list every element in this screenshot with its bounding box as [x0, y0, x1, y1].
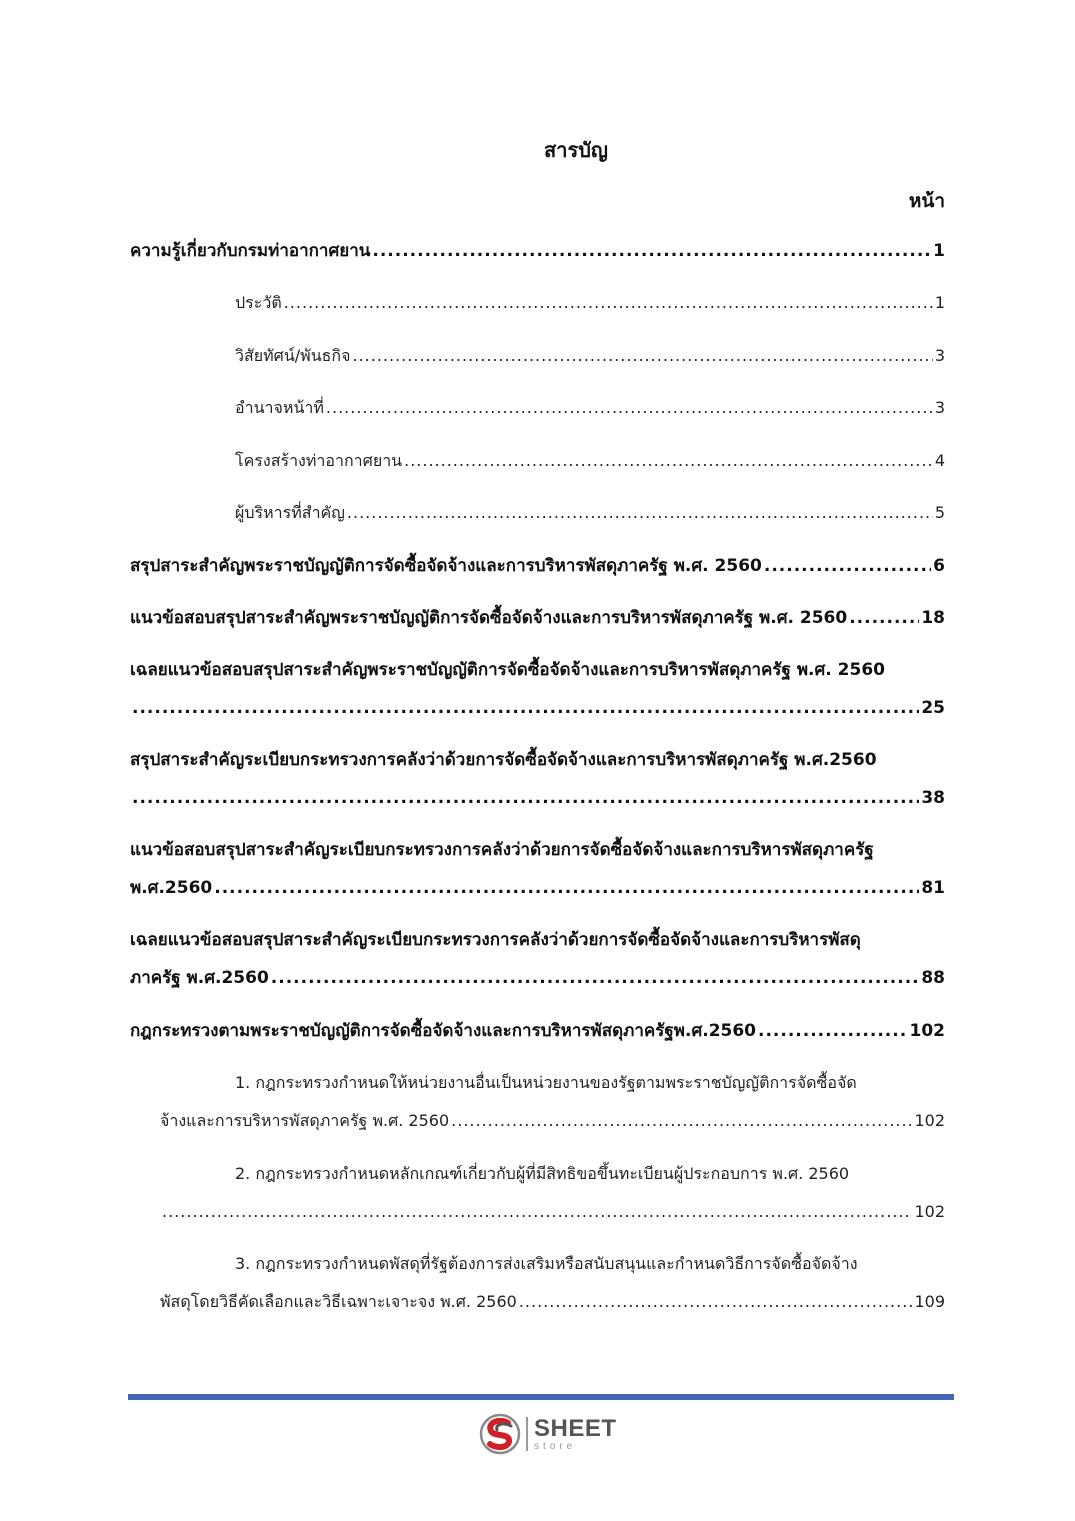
- toc-entry-text: 1. กฎกระทรวงกำหนดให้หน่วยงานอื่นเป็นหน่วยงานของรัฐตามพระราชบัญญัติการจัดซื้อจัด: [235, 1073, 857, 1092]
- toc-entry-page: 3: [934, 346, 945, 365]
- toc-leader: [519, 1287, 913, 1317]
- toc-entry-text: 2. กฎกระทรวงกำหนดหลักเกณฑ์เกี่ยวกับผู้ที่มีสิทธิขอขึ้นทะเบียนผู้ประกอบการ พ.ศ. 2560: [235, 1164, 850, 1183]
- toc-entry-text: ภาครัฐ พ.ศ.2560: [130, 968, 269, 988]
- page-title: สารบัญ: [544, 138, 608, 162]
- toc-entry-text: สรุปสาระสำคัญระเบียบกระทรวงการคลังว่าด้วยการจัดซื้อจัดจ้างและการบริหารพัสดุภาครัฐ พ.ศ.2560: [130, 750, 877, 770]
- toc-leader: [404, 446, 933, 476]
- toc-law-entry-continuation: [160, 1197, 945, 1227]
- toc-leader: [132, 693, 919, 723]
- toc-subentry: [235, 446, 945, 476]
- toc-entry-text: พัสดุโดยวิธีคัดเลือกและวิธีเฉพาะเจาะจง พ.ศ. 2560: [160, 1292, 517, 1311]
- page-column-label: หน้า: [908, 190, 945, 212]
- toc-entry-page: 102: [914, 1202, 945, 1221]
- sheet-store-logo-icon: [478, 1412, 522, 1456]
- toc-law-entry-continuation: [160, 1106, 945, 1136]
- toc-entry-page: 102: [909, 1021, 945, 1041]
- toc-subentry: [235, 498, 945, 528]
- toc-entry-page: 1: [933, 241, 945, 261]
- toc-leader: [326, 393, 933, 423]
- toc-law-entry-continuation: [160, 1287, 945, 1317]
- footer-logo: [478, 1412, 617, 1456]
- toc-entry-page: 3: [934, 398, 945, 417]
- toc-leader: [849, 603, 919, 633]
- toc-leader: [162, 1197, 912, 1227]
- toc-entry-text: สรุปสาระสำคัญพระราชบัญญัติการจัดซื้อจัดจ้างและการบริหารพัสดุภาครัฐ พ.ศ. 2560: [130, 556, 762, 576]
- toc-leader: [347, 498, 933, 528]
- toc-entry-text: กฎกระทรวงตามพระราชบัญญัติการจัดซื้อจัดจ้างและการบริหารพัสดุภาครัฐพ.ศ.2560: [130, 1021, 757, 1041]
- toc-subentry: [235, 288, 945, 318]
- logo-name: SHEET: [534, 1414, 617, 1442]
- toc-entry-page: 4: [934, 451, 945, 470]
- toc-leader: [451, 1106, 912, 1136]
- toc-entry-page: 81: [921, 878, 945, 898]
- toc-entry-continuation: [130, 873, 945, 903]
- toc-subentry: [235, 341, 945, 371]
- toc-entry-text: อำนาจหน้าที่: [235, 398, 324, 417]
- toc-entry-page: 102: [914, 1111, 945, 1130]
- toc-law-entry: [235, 1159, 945, 1189]
- toc-entry-text: เฉลยแนวข้อสอบสรุปสาระสำคัญพระราชบัญญัติการจัดซื้อจัดจ้างและการบริหารพัสดุภาครัฐ พ.ศ. 2560: [130, 660, 885, 680]
- toc-entry-page: 38: [921, 788, 945, 808]
- toc-leader: [271, 963, 920, 993]
- toc-entry-text: วิสัยทัศน์/พันธกิจ: [235, 346, 351, 365]
- toc-entry: [130, 925, 945, 955]
- toc-entry-continuation: [130, 693, 945, 723]
- toc-leader: [214, 873, 919, 903]
- toc-leader: [284, 288, 933, 318]
- toc-law-entry: [235, 1068, 945, 1098]
- toc-entry-text: จ้างและการบริหารพัสดุภาครัฐ พ.ศ. 2560: [160, 1111, 450, 1130]
- toc-entry-text: ผู้บริหารที่สำคัญ: [235, 503, 345, 522]
- footer-rule: [128, 1394, 954, 1400]
- toc-entry-text: พ.ศ.2560: [130, 878, 213, 898]
- toc-entry-page: 88: [921, 968, 945, 988]
- toc-entry: [130, 1016, 945, 1046]
- toc-entry-continuation: [130, 963, 945, 993]
- toc-entry-text: 3. กฎกระทรวงกำหนดพัสดุที่รัฐต้องการส่งเสริมหรือสนับสนุนและกำหนดวิธีการจัดซื้อจัดจ้าง: [235, 1254, 858, 1273]
- toc-entry-page: 109: [914, 1292, 945, 1311]
- toc-leader: [352, 341, 932, 371]
- logo-divider: [526, 1417, 528, 1451]
- toc-leader: [758, 1016, 907, 1046]
- logo-wordmark: [534, 1414, 617, 1452]
- toc-entry-text: เฉลยแนวข้อสอบสรุปสาระสำคัญระเบียบกระทรวงการคลังว่าด้วยการจัดซื้อจัดจ้างและการบริหารพัสดุ: [130, 930, 861, 950]
- logo-subname: store: [534, 1440, 577, 1452]
- toc-entry: [130, 655, 945, 685]
- toc-entry-page: 5: [934, 503, 945, 522]
- toc-entry: [130, 551, 945, 581]
- toc-law-entry: [235, 1249, 945, 1279]
- toc-entry-page: 6: [933, 556, 945, 576]
- toc-entry: [130, 603, 945, 633]
- toc-subentry: [235, 393, 945, 423]
- toc-entry: [130, 745, 945, 775]
- toc-leader: [132, 783, 919, 813]
- toc-entry-page: 1: [934, 293, 945, 312]
- toc-entry-continuation: [130, 783, 945, 813]
- toc-leader: [764, 551, 931, 581]
- toc-entry: [130, 236, 945, 266]
- toc-entry-text: โครงสร้างท่าอากาศยาน: [235, 451, 403, 470]
- toc-entry-text: แนวข้อสอบสรุปสาระสำคัญระเบียบกระทรวงการคลังว่าด้วยการจัดซื้อจัดจ้างและการบริหารพัสดุภาครัฐ: [130, 840, 874, 860]
- toc-entry-page: 25: [921, 698, 945, 718]
- toc-entry-text: ประวัติ: [235, 293, 282, 312]
- toc-entry-text: ความรู้เกี่ยวกับกรมท่าอากาศยาน: [130, 241, 371, 261]
- toc-entry: [130, 835, 945, 865]
- toc-entry-page: 18: [921, 608, 945, 628]
- toc-entry-text: แนวข้อสอบสรุปสาระสำคัญพระราชบัญญัติการจัดซื้อจัดจ้างและการบริหารพัสดุภาครัฐ พ.ศ. 2560: [130, 608, 848, 628]
- toc-leader: [372, 236, 931, 266]
